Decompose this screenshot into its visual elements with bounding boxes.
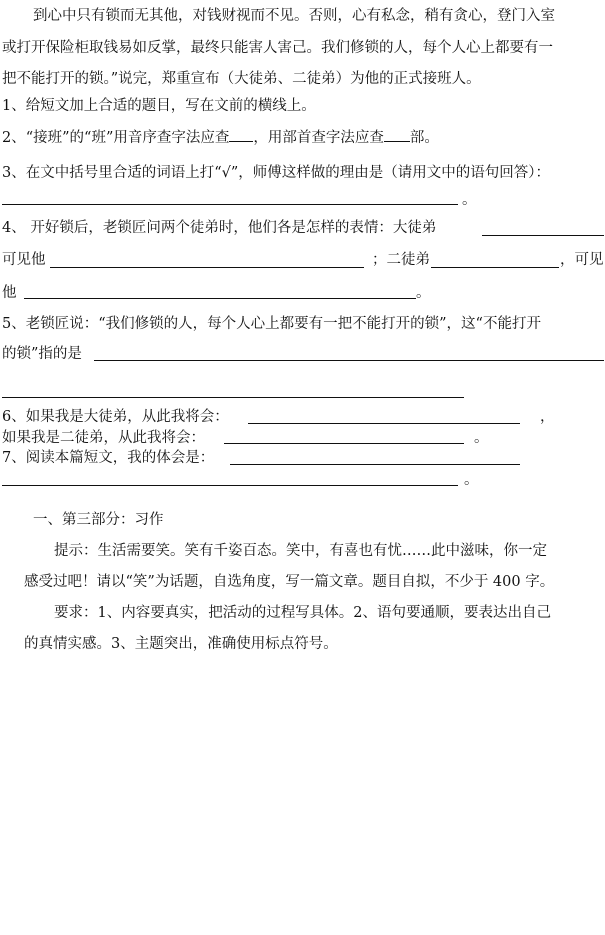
writing-requirement-line-1: 要求：1、内容要真实，把活动的过程写具体。2、语句要通顺，要表达出自己 bbox=[54, 605, 551, 621]
answer-blank-q2-phonetic[interactable] bbox=[229, 127, 253, 142]
answer-line-q6-elder[interactable] bbox=[248, 423, 520, 424]
answer-line-q7-a[interactable] bbox=[230, 464, 520, 465]
answer-line-q4-elder-meaning[interactable] bbox=[50, 267, 364, 268]
question-1: 1、给短文加上合适的题目，写在文前的横线上。 bbox=[2, 98, 316, 114]
question-4-text-a: 4、 开好锁后，老锁匠问两个徒弟时，他们各是怎样的表情：大徒弟 bbox=[2, 220, 437, 236]
answer-line-q3[interactable] bbox=[2, 204, 458, 205]
question-7: 7、阅读本篇短文，我的体会是： bbox=[2, 450, 215, 466]
question-5-line-2: 的锁”指的是 bbox=[2, 346, 82, 362]
answer-line-q4-elder-expression[interactable] bbox=[482, 235, 604, 236]
question-7-end: 。 bbox=[464, 472, 479, 488]
question-2-text-b: ，用部首查字法应查 bbox=[253, 130, 384, 146]
question-4-text-b: 可见他 bbox=[2, 252, 46, 268]
answer-line-q4-younger-expression[interactable] bbox=[431, 267, 559, 268]
question-3-end: 。 bbox=[462, 192, 477, 208]
answer-line-q6-younger[interactable] bbox=[224, 443, 464, 444]
story-line-1: 到心中只有锁而无其他，对钱财视而不见。否则，心有私念，稍有贪心，登门入室 bbox=[33, 8, 555, 24]
writing-heading: 一、第三部分：习作 bbox=[33, 512, 164, 528]
question-4-text-c: ；二徒弟 bbox=[372, 252, 430, 268]
question-6-elder-end: ， bbox=[540, 409, 555, 425]
story-line-2: 或打开保险柜取钱易如反掌，最终只能害人害己。我们修锁的人，每个人心上都要有一 bbox=[2, 40, 553, 56]
answer-line-q7-b[interactable] bbox=[2, 485, 458, 486]
question-4-text-d: ，可见 bbox=[560, 252, 604, 268]
question-6-younger: 如果我是二徒弟，从此我将会： bbox=[2, 430, 205, 446]
answer-line-q4-younger-meaning[interactable] bbox=[24, 298, 416, 299]
question-4-text-e: 他 bbox=[2, 285, 17, 301]
writing-hint-line-1: 提示：生活需要笑。笑有千姿百态。笑中，有喜也有忧……此中滋味，你一定 bbox=[54, 543, 547, 559]
writing-hint-line-2: 感受过吧！请以“笑”为话题，自选角度，写一篇文章。题目自拟，不少于 400 字。 bbox=[24, 574, 555, 590]
answer-line-q5-a[interactable] bbox=[94, 360, 604, 361]
answer-line-q5-b[interactable] bbox=[2, 397, 464, 398]
story-line-3: 把不能打开的锁。”说完，郑重宣布（大徒弟、二徒弟）为他的正式接班人。 bbox=[2, 71, 481, 87]
question-3: 3、在文中括号里合适的词语上打“√”，师傅这样做的理由是（请用文中的语句回答）： bbox=[2, 165, 551, 181]
question-4-line-1 bbox=[2, 218, 436, 238]
question-2-text-a: 2、“接班”的“班”用音序查字法应查 bbox=[2, 130, 230, 146]
question-2-text-c: 部。 bbox=[409, 130, 439, 146]
writing-requirement-line-2: 的真情实感。3、主题突出，准确使用标点符号。 bbox=[24, 636, 338, 652]
question-6-younger-end: 。 bbox=[474, 430, 489, 446]
question-5-line-1: 5、老锁匠说：“我们修锁的人，每个人心上都要有一把不能打开的锁”，这“不能打开 bbox=[2, 316, 541, 332]
question-4-end: 。 bbox=[416, 285, 431, 301]
answer-blank-q2-radical[interactable] bbox=[384, 127, 410, 142]
question-2 bbox=[2, 127, 439, 148]
question-6-elder: 6、如果我是大徒弟，从此我将会： bbox=[2, 409, 229, 425]
